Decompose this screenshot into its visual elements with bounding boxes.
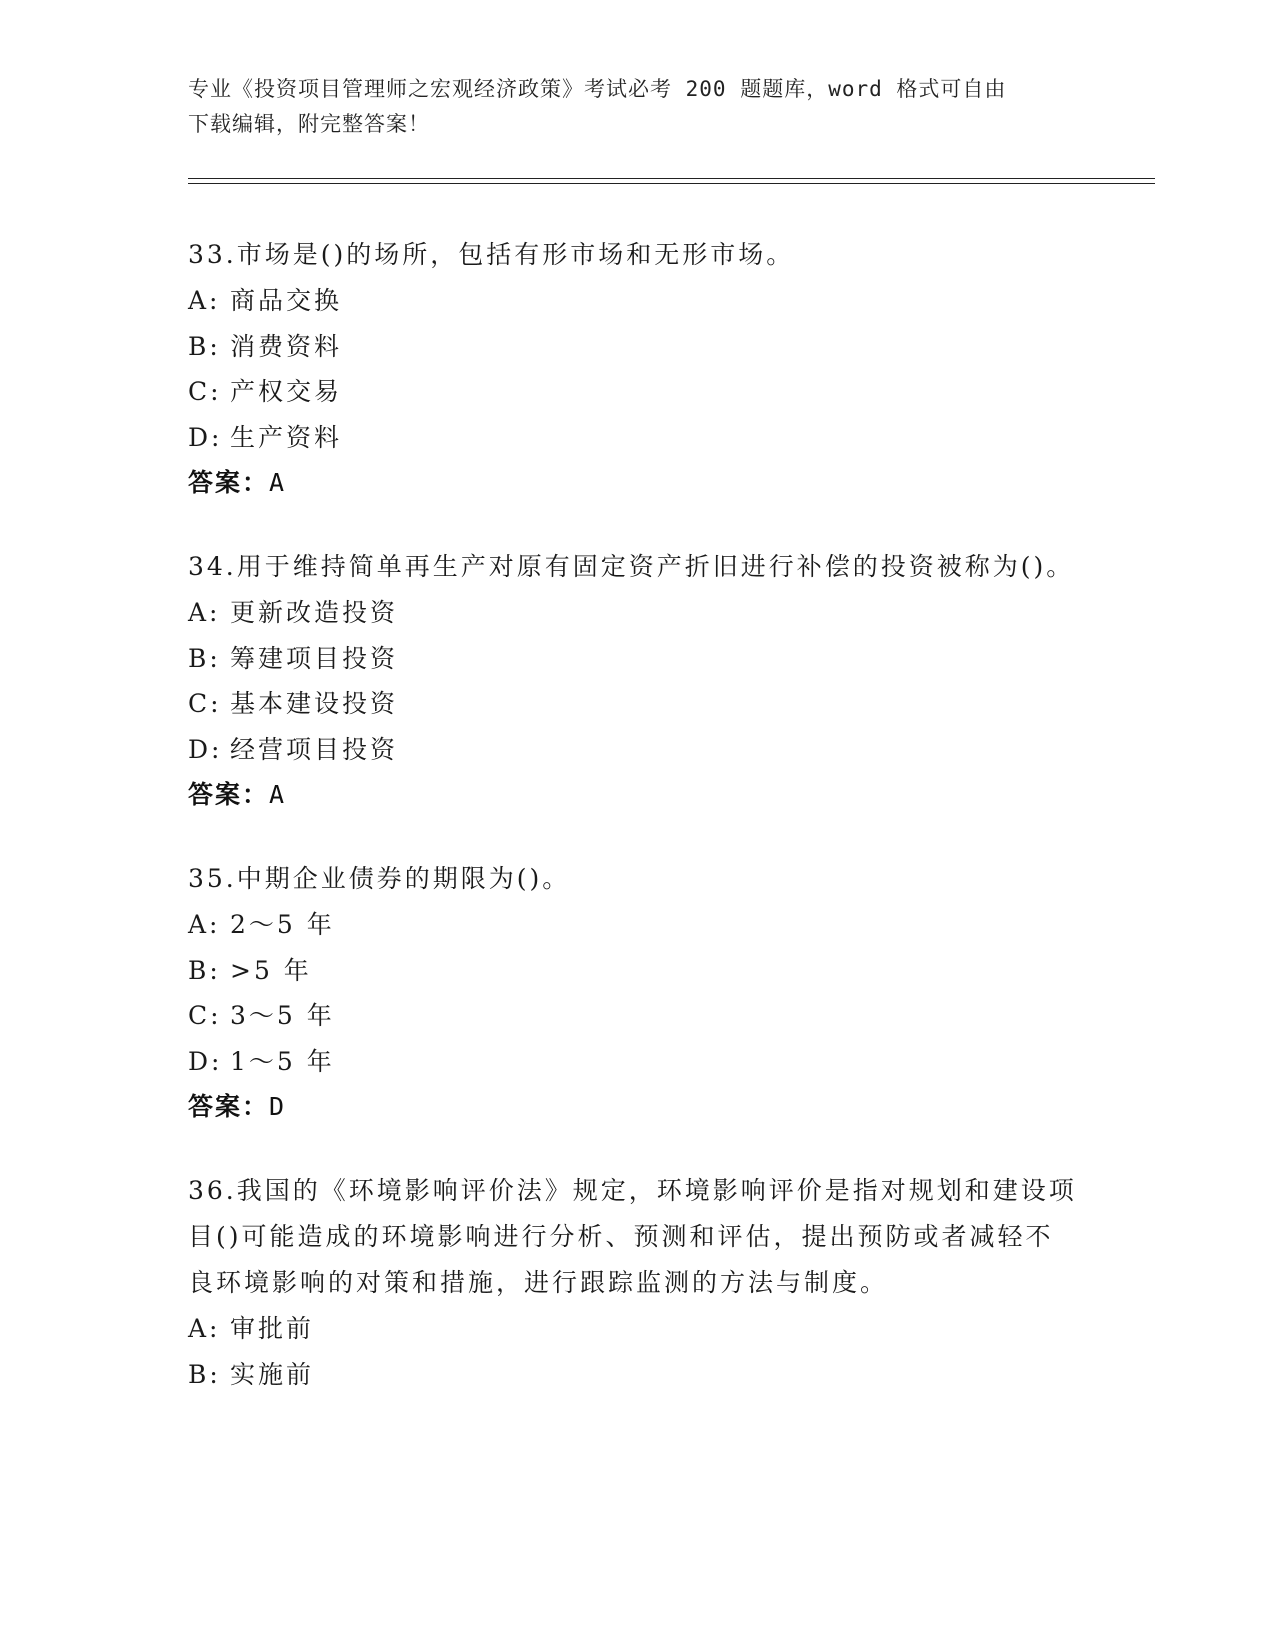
option-key: A:: [188, 286, 221, 315]
option-d: [188, 415, 1078, 461]
option-key: A:: [188, 598, 221, 627]
option-d: [188, 727, 1078, 773]
answer-line: [188, 1084, 1078, 1130]
option-a: [188, 902, 1078, 948]
question-stem: 34.用于维持简单再生产对原有固定资产折旧进行补偿的投资被称为()。: [188, 552, 1075, 581]
header-divider-top: [188, 178, 1155, 179]
option-text: 生产资料: [230, 422, 343, 452]
option-text: 1～5 年: [230, 1046, 335, 1076]
option-key: D:: [188, 1046, 223, 1076]
option-text: 实施前: [230, 1359, 315, 1389]
option-text: 消费资料: [230, 331, 343, 361]
answer-label: 答案：: [188, 468, 270, 497]
header-divider-bottom: [188, 183, 1155, 184]
answer-label: 答案：: [188, 1092, 270, 1121]
option-key: C:: [188, 1001, 222, 1030]
option-key: C:: [188, 689, 222, 718]
intro-line-1: 专业《投资项目管理师之宏观经济政策》考试必考 200 题题库，word 格式可自由: [188, 77, 1007, 101]
option-b: [188, 324, 1078, 370]
answer-line: [188, 772, 1078, 818]
option-c: [188, 993, 1078, 1039]
question-item: [188, 544, 1078, 818]
option-text: 产权交易: [230, 377, 343, 406]
option-a: [188, 1306, 1078, 1352]
answer-value: D: [269, 1092, 287, 1121]
option-text: 商品交换: [230, 286, 343, 315]
option-b: [188, 948, 1078, 994]
question-stem: 33.市场是()的场所，包括有形市场和无形市场。: [188, 240, 795, 269]
option-text: >5 年: [230, 955, 312, 985]
option-key: A:: [188, 910, 221, 939]
option-b: [188, 1352, 1078, 1398]
option-key: D:: [188, 734, 223, 764]
answer-label: 答案：: [188, 780, 270, 809]
option-text: 筹建项目投资: [230, 643, 399, 673]
option-key: B:: [188, 331, 221, 361]
option-text: 经营项目投资: [230, 734, 399, 764]
option-key: D:: [188, 422, 223, 452]
option-text: 审批前: [230, 1314, 315, 1343]
option-key: C:: [188, 377, 222, 406]
option-text: 基本建设投资: [230, 689, 399, 718]
option-c: [188, 681, 1078, 727]
option-b: [188, 636, 1078, 682]
document-intro: [188, 72, 1078, 142]
option-key: B:: [188, 643, 221, 673]
question-list: [188, 232, 1078, 1435]
question-item: [188, 856, 1078, 1130]
option-text: 3～5 年: [230, 1001, 335, 1030]
question-item: [188, 232, 1078, 506]
option-a: [188, 590, 1078, 636]
answer-value: A: [269, 468, 287, 497]
option-text: 2～5 年: [230, 910, 335, 939]
option-key: B:: [188, 955, 221, 985]
option-d: [188, 1039, 1078, 1085]
option-c: [188, 369, 1078, 415]
question-item: [188, 1168, 1078, 1397]
intro-line-2: 下载编辑，附完整答案！: [188, 112, 430, 136]
option-a: [188, 278, 1078, 324]
answer-line: [188, 460, 1078, 506]
option-text: 更新改造投资: [230, 598, 399, 627]
option-key: B:: [188, 1359, 221, 1389]
option-key: A:: [188, 1314, 221, 1343]
answer-value: A: [269, 780, 287, 809]
question-stem: 35.中期企业债券的期限为()。: [188, 864, 571, 893]
question-stem: 36.我国的《环境影响评价法》规定，环境影响评价是指对规划和建设项目()可能造成的环境影响进行分析、预测和评估，提出预防或者减轻不良环境影响的对策和措施，进行跟踪监测的方法与制度。: [188, 1176, 1077, 1297]
